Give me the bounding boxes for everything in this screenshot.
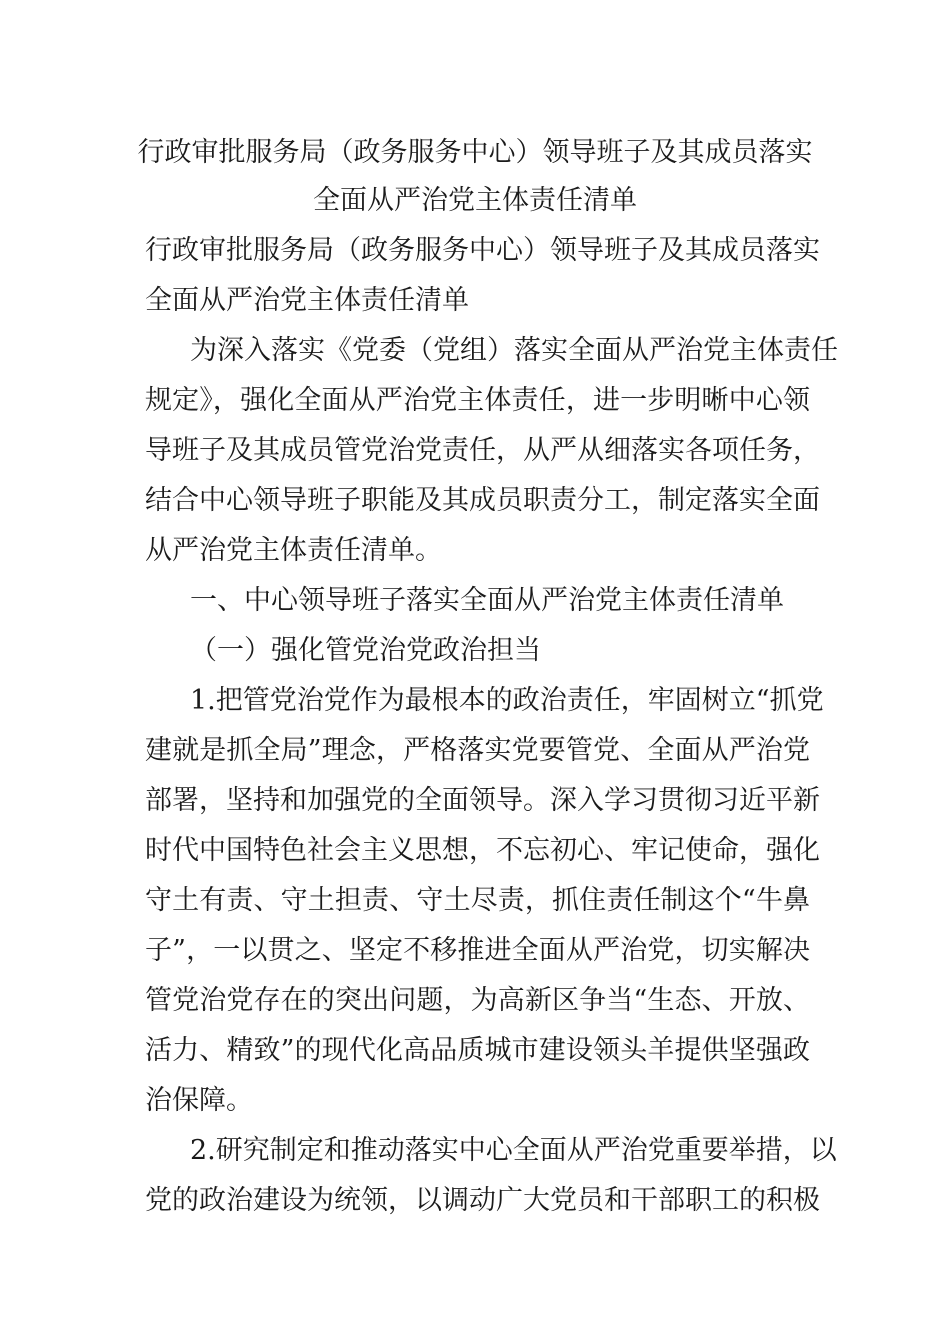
item-one-line-2: 建就是抓全局”理念，严格落实党要管党、全面从严治党	[145, 735, 810, 766]
item-one-line-9: 治保障。	[145, 1085, 253, 1116]
item-one-line-5: 守土有责、守土担责、守土尽责，抓住责任制这个“牛鼻	[145, 885, 810, 916]
item-one-line-7: 管党治党存在的突出问题，为高新区争当“生态、开放、	[145, 985, 810, 1016]
item-two-line-2: 党的政治建设为统领，以调动广大党员和干部职工的积极	[145, 1185, 820, 1216]
intro-line-1: 为深入落实《党委（党组）落实全面从严治党主体责任	[190, 335, 838, 366]
subtitle-line-2: 全面从严治党主体责任清单	[145, 285, 469, 316]
document-title-line-2: 全面从严治党主体责任清单	[313, 185, 637, 216]
item-one-line-3: 部署，坚持和加强党的全面领导。深入学习贯彻习近平新	[145, 785, 820, 816]
document-title-line-1: 行政审批服务局（政务服务中心）领导班子及其成员落实	[137, 137, 813, 168]
item-one-line-4: 时代中国特色社会主义思想，不忘初心、牢记使命，强化	[145, 835, 820, 866]
intro-line-4: 结合中心领导班子职能及其成员职责分工，制定落实全面	[145, 485, 820, 516]
item-one-line-6: 子”，一以贯之、坚定不移推进全面从严治党，切实解决	[145, 935, 810, 966]
item-one-line-1: 1.把管党治党作为最根本的政治责任，牢固树立“抓党	[190, 685, 824, 716]
intro-line-2: 规定》，强化全面从严治党主体责任，进一步明晰中心领	[145, 385, 810, 416]
intro-line-5: 从严治党主体责任清单。	[145, 535, 442, 566]
item-two-line-1: 2.研究制定和推动落实中心全面从严治党重要举措，以	[190, 1135, 837, 1166]
subsection-one-heading: （一）强化管党治党政治担当	[190, 635, 541, 666]
item-one-line-8: 活力、精致”的现代化高品质城市建设领头羊提供坚强政	[145, 1035, 810, 1066]
section-one-heading: 一、中心领导班子落实全面从严治党主体责任清单	[190, 585, 784, 616]
subtitle-line-1: 行政审批服务局（政务服务中心）领导班子及其成员落实	[145, 235, 820, 266]
intro-line-3: 导班子及其成员管党治党责任，从严从细落实各项任务，	[145, 435, 820, 466]
